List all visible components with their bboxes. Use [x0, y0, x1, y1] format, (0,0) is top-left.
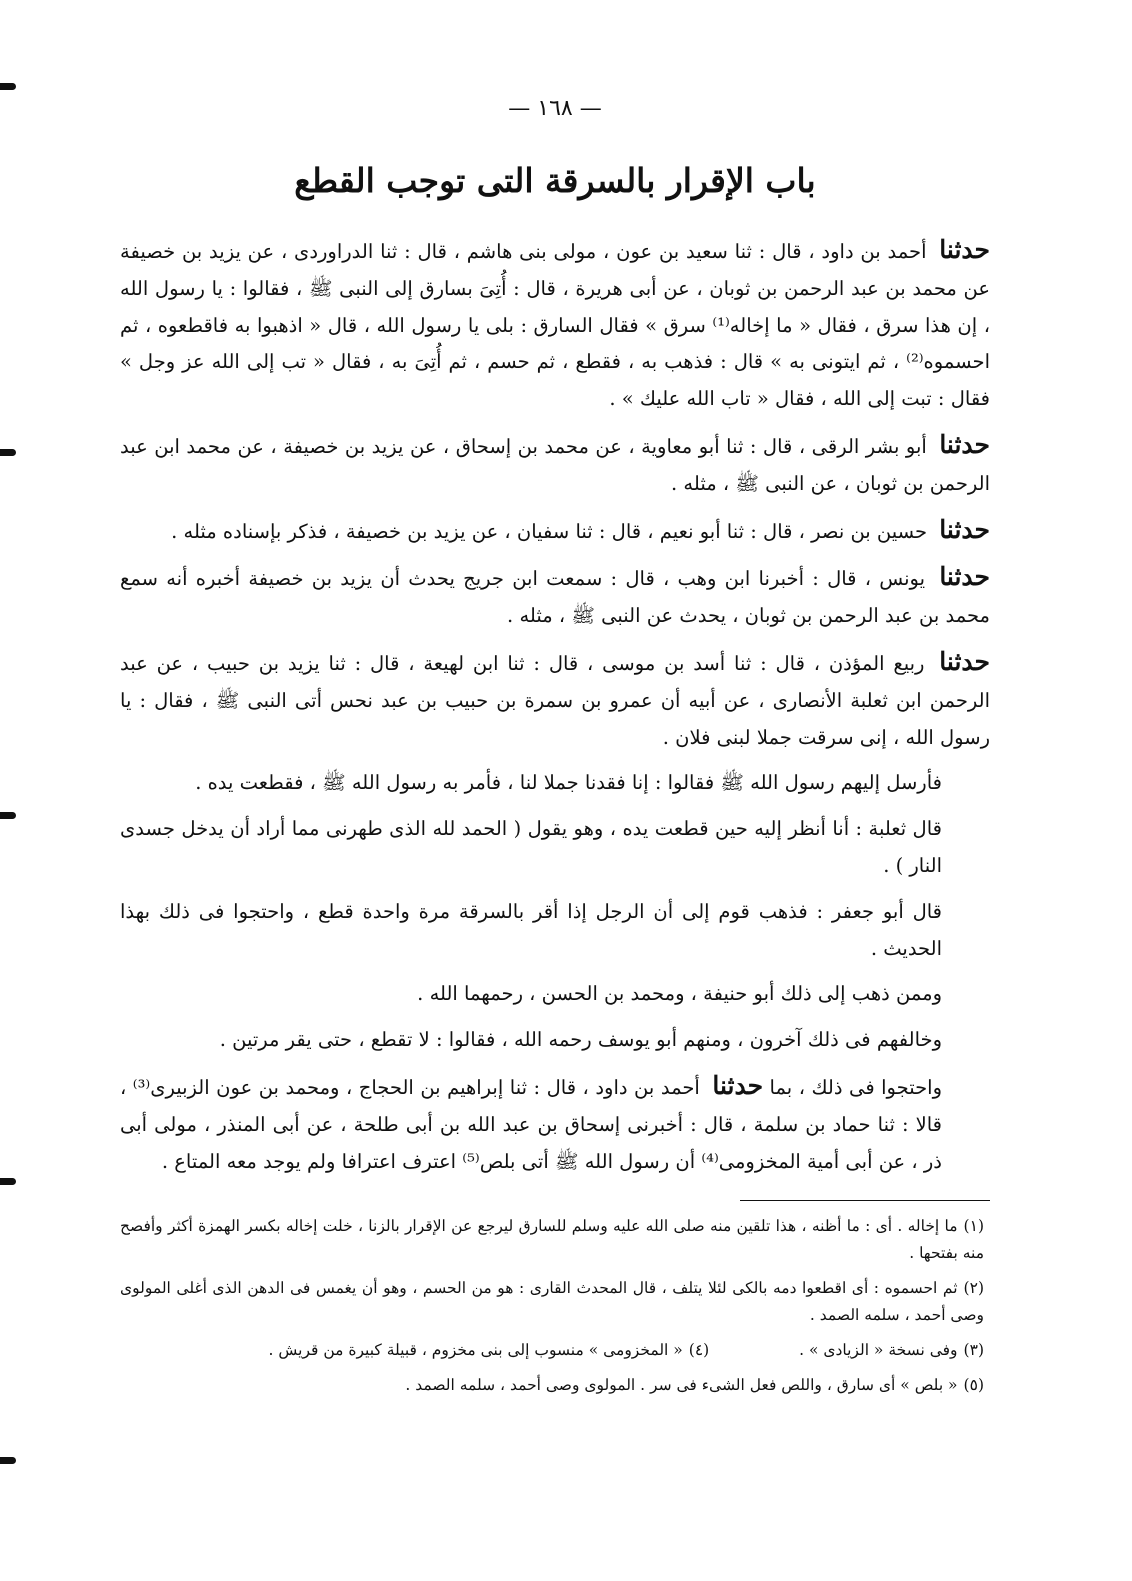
paragraph-text: ربيع المؤذن ، قال : ثنا أسد بن موسى ، قال : ثنا ابن لهيعة ، قال : ثنا يزيد بن حبيب ، عن عبد الرحمن ابن ثعلبة الأنصارى ، عن أبيه أن عمرو بن سمرة بن حبيب بن عبد نحس أتى النبى ﷺ ، فقال : يا رسول الله ، إنى سرقت جملا لبنى فلان .	[120, 651, 990, 749]
paragraph-text: فأرسل إليهم رسول الله ﷺ فقالوا : إنا فقدنا جملا لنا ، فأمر به رسول الله ﷺ ، فقطعت يده .	[195, 771, 942, 795]
footnote-text: ما إخاله . أى : ما أظنه ، هذا تلقين منه صلى الله عليه وسلم للسارق ليرجع عن الإقرار بالزنا ، خلت إخاله بكسر الهمزة أكثر وأفصح منه بفتحها .	[120, 1217, 984, 1263]
body-paragraph	[120, 765, 990, 802]
body-paragraph	[120, 1022, 990, 1059]
hadith-paragraph	[120, 644, 990, 756]
footnote-text: « المخزومى » منسوب إلى بنى مخزوم ، قبيلة كبيرة من قريش .	[268, 1341, 683, 1360]
body-paragraph	[120, 976, 990, 1013]
haddathana-word: حدثنا	[939, 429, 991, 459]
margin-mark	[0, 1457, 16, 1464]
body-paragraph	[120, 1068, 990, 1180]
haddathana-word: حدثنا	[939, 646, 990, 676]
paragraph-text: قال ثعلبة : أنا أنظر إليه حين قطعت يده ، وهو يقول ( الحمد لله الذى طهرنى مما أراد أن يدخل جسدى النار ) .	[120, 817, 942, 877]
body-paragraph	[120, 811, 990, 885]
margin-mark	[0, 812, 16, 819]
paragraph-text: أحمد بن داود ، قال : ثنا إبراهيم بن الحجاج ، ومحمد بن عون الزبيرى⁽³⁾ ، قالا : ثنا حماد بن سلمة ، قال : أخبرنى إسحاق بن عبد الله بن أبى طلحة ، عن أبى المنذر ، مولى أبى ذر ، عن أبى أمية المخزومى⁽⁴⁾ أن رسول الله ﷺ أتى بلص⁽⁵⁾ اعترف اعترافا ولم يوجد معه المتاع .	[120, 1075, 942, 1173]
page-number: — ١٦٨ —	[508, 96, 602, 121]
hadith-paragraph	[120, 232, 990, 418]
page	[120, 96, 990, 1407]
paragraph-text: وخالفهم فى ذلك آخرون ، ومنهم أبو يوسف رحمه الله ، فقالوا : لا تقطع ، حتى يقر مرتين .	[219, 1028, 942, 1052]
footnote	[269, 1337, 710, 1364]
chapter-title: باب الإقرار بالسرقة التى توجب القطع	[294, 161, 816, 200]
footnote-number: (٣)	[963, 1341, 984, 1360]
paragraph-lead-text: واحتجوا فى ذلك ، بما	[769, 1075, 942, 1099]
paragraph-text: قال أبو جعفر : فذهب قوم إلى أن الرجل إذا أقر بالسرقة مرة واحدة قطع ، واحتجوا فى ذلك بهذا الحديث .	[120, 899, 942, 960]
paragraph-text: وممن ذهب إلى ذلك أبو حنيفة ، ومحمد بن الحسن ، رحمهما الله .	[417, 982, 942, 1006]
footnote-rule	[740, 1200, 990, 1201]
footnote-text: ثم احسموه : أى اقطعوا دمه بالكى لئلا يتلف ، قال المحدث القارى : هو من الحسم ، وهو أن يغمس فى الدهن الذى أغلى المولوى وصى أحمد ، سلمه الصمد .	[120, 1279, 984, 1325]
footnote-text: وفى نسخة « الزيادى » .	[799, 1341, 958, 1360]
footnote	[120, 1372, 990, 1399]
haddathana-word: حدثنا	[712, 1070, 764, 1100]
margin-mark	[0, 449, 16, 456]
hadith-paragraph	[120, 559, 990, 635]
paragraph-text: حسين بن نصر ، قال : ثنا أبو نعيم ، قال : ثنا سفيان ، عن يزيد بن خصيفة ، فذكر بإسناده مثله .	[171, 519, 928, 543]
margin-mark	[0, 83, 16, 90]
footnote-number: (٤)	[688, 1341, 710, 1360]
footnote	[120, 1213, 990, 1267]
footnote-number: (٥)	[963, 1376, 984, 1395]
footnote-number: (١)	[963, 1217, 984, 1236]
haddathana-word: حدثنا	[939, 562, 991, 592]
hadith-paragraph	[120, 427, 990, 503]
margin-mark	[0, 1178, 16, 1185]
hadith-paragraph	[120, 512, 990, 551]
footnote	[120, 1275, 990, 1329]
haddathana-word: حدثنا	[939, 514, 990, 544]
footnote	[799, 1337, 984, 1364]
haddathana-word: حدثنا	[939, 235, 990, 264]
footnote-text: « بلص » أى سارق ، واللص فعل الشىء فى سر . المولوى وصى أحمد ، سلمه الصمد .	[405, 1376, 958, 1395]
footnote-number: (٢)	[963, 1279, 984, 1298]
paragraph-text: أحمد بن داود ، قال : ثنا سعيد بن عون ، مولى بنى هاشم ، قال : ثنا الدراوردى ، عن يزيد بن خصيفة عن محمد بن عبد الرحمن بن ثوبان ، عن أبى هريرة ، قال : أُتِىَ بسارق إلى النبى ﷺ ، فقالوا : يا رسول الله ، إن هذا سرق ، فقال « ما إخاله⁽¹⁾ سرق » فقال السارق : بلى يا رسول الله ، قال « اذهبوا به فاقطعوه ، ثم احسموه⁽²⁾ ، ثم ايتونى به » قال : فذهب به ، فقطع ، ثم حسم ، ثم أُتِىَ به ، فقال « تب إلى الله عز وجل » فقال : تبت إلى الله ، فقال « تاب الله عليك » .	[120, 240, 990, 411]
footnote-row	[120, 1337, 990, 1364]
body-paragraph	[120, 894, 990, 968]
paragraph-text: يونس ، قال : أخبرنا ابن وهب ، قال : سمعت ابن جريج يحدث أن يزيد بن خصيفة أخبره أنه سمع محمد بن عبد الرحمن بن ثوبان ، يحدث عن النبى ﷺ ، مثله .	[120, 567, 990, 628]
paragraph-text: أبو بشر الرقى ، قال : ثنا أبو معاوية ، عن محمد بن إسحاق ، عن يزيد بن خصيفة ، عن محمد ابن عبد الرحمن بن ثوبان ، عن النبى ﷺ ، مثله .	[120, 434, 990, 495]
